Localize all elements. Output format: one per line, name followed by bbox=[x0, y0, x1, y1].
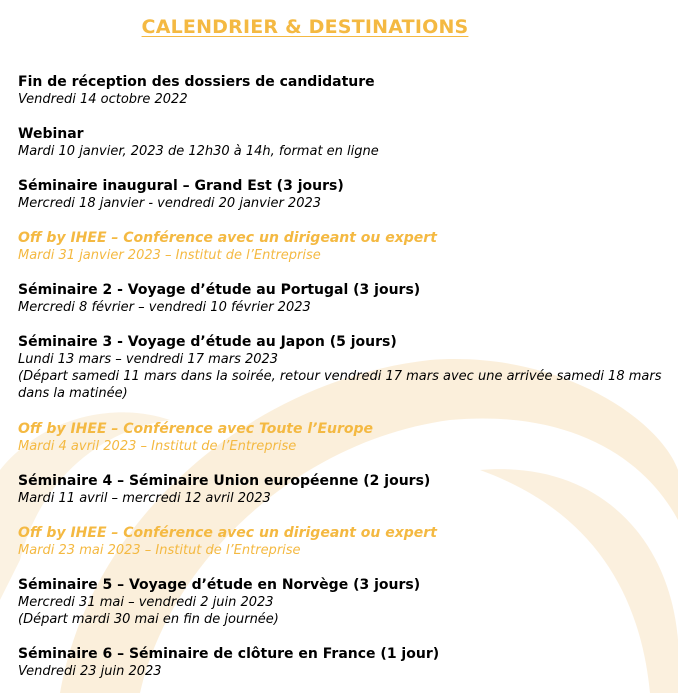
entry-note: (Départ samedi 11 mars dans la soirée, retour vendredi 17 mars avec une arrivée samedi 18 mars dans la matinée) bbox=[18, 369, 662, 401]
entry-title: Off by IHEE – Conférence avec Toute l’Europe bbox=[18, 421, 374, 437]
calendar-entry bbox=[18, 577, 668, 628]
entry-note: (Départ mardi 30 mai en fin de journée) bbox=[18, 612, 279, 627]
calendar-entry-highlight bbox=[18, 230, 668, 264]
calendar-entry bbox=[18, 646, 668, 680]
entry-title: Séminaire 4 – Séminaire Union européenne (2 jours) bbox=[18, 473, 431, 489]
calendar-entry bbox=[18, 178, 668, 212]
entry-title: Webinar bbox=[18, 126, 84, 142]
entry-date: Mercredi 31 mai – vendredi 2 juin 2023 bbox=[18, 595, 274, 610]
calendar-entry bbox=[18, 282, 668, 316]
calendar-entry-highlight bbox=[18, 525, 668, 559]
page-title: CALENDRIER & DESTINATIONS bbox=[141, 16, 469, 38]
entry-date: Mardi 11 avril – mercredi 12 avril 2023 bbox=[18, 491, 271, 506]
calendar-entry bbox=[18, 473, 668, 507]
entry-date: Mercredi 18 janvier - vendredi 20 janvier 2023 bbox=[18, 196, 322, 211]
entry-date: Mercredi 8 février – vendredi 10 février 2023 bbox=[18, 300, 311, 315]
calendar-entry bbox=[18, 126, 668, 160]
entry-title: Séminaire inaugural – Grand Est (3 jours) bbox=[18, 178, 344, 194]
entry-date: Mardi 31 janvier 2023 – Institut de l’Entreprise bbox=[18, 248, 321, 263]
entry-date: Lundi 13 mars – vendredi 17 mars 2023 bbox=[18, 352, 279, 367]
calendar-entry bbox=[18, 74, 668, 108]
entry-date: Vendredi 23 juin 2023 bbox=[18, 664, 162, 679]
entry-title: Séminaire 6 – Séminaire de clôture en France (1 jour) bbox=[18, 646, 440, 662]
entry-title: Séminaire 5 – Voyage d’étude en Norvège (3 jours) bbox=[18, 577, 421, 593]
entry-date: Vendredi 14 octobre 2022 bbox=[18, 92, 188, 107]
entry-title: Off by IHEE – Conférence avec un dirigeant ou expert bbox=[18, 525, 437, 541]
entry-date: Mardi 4 avril 2023 – Institut de l’Entreprise bbox=[18, 439, 297, 454]
entry-date: Mardi 23 mai 2023 – Institut de l’Entreprise bbox=[18, 543, 301, 558]
entry-title: Fin de réception des dossiers de candidature bbox=[18, 74, 375, 90]
calendar-entry bbox=[18, 334, 668, 402]
entry-date: Mardi 10 janvier, 2023 de 12h30 à 14h, format en ligne bbox=[18, 144, 379, 159]
entry-title: Séminaire 2 - Voyage d’étude au Portugal (3 jours) bbox=[18, 282, 421, 298]
entry-title: Séminaire 3 - Voyage d’étude au Japon (5 jours) bbox=[18, 334, 397, 350]
entry-title: Off by IHEE – Conférence avec un dirigeant ou expert bbox=[18, 230, 437, 246]
calendar-entry-highlight bbox=[18, 421, 668, 455]
